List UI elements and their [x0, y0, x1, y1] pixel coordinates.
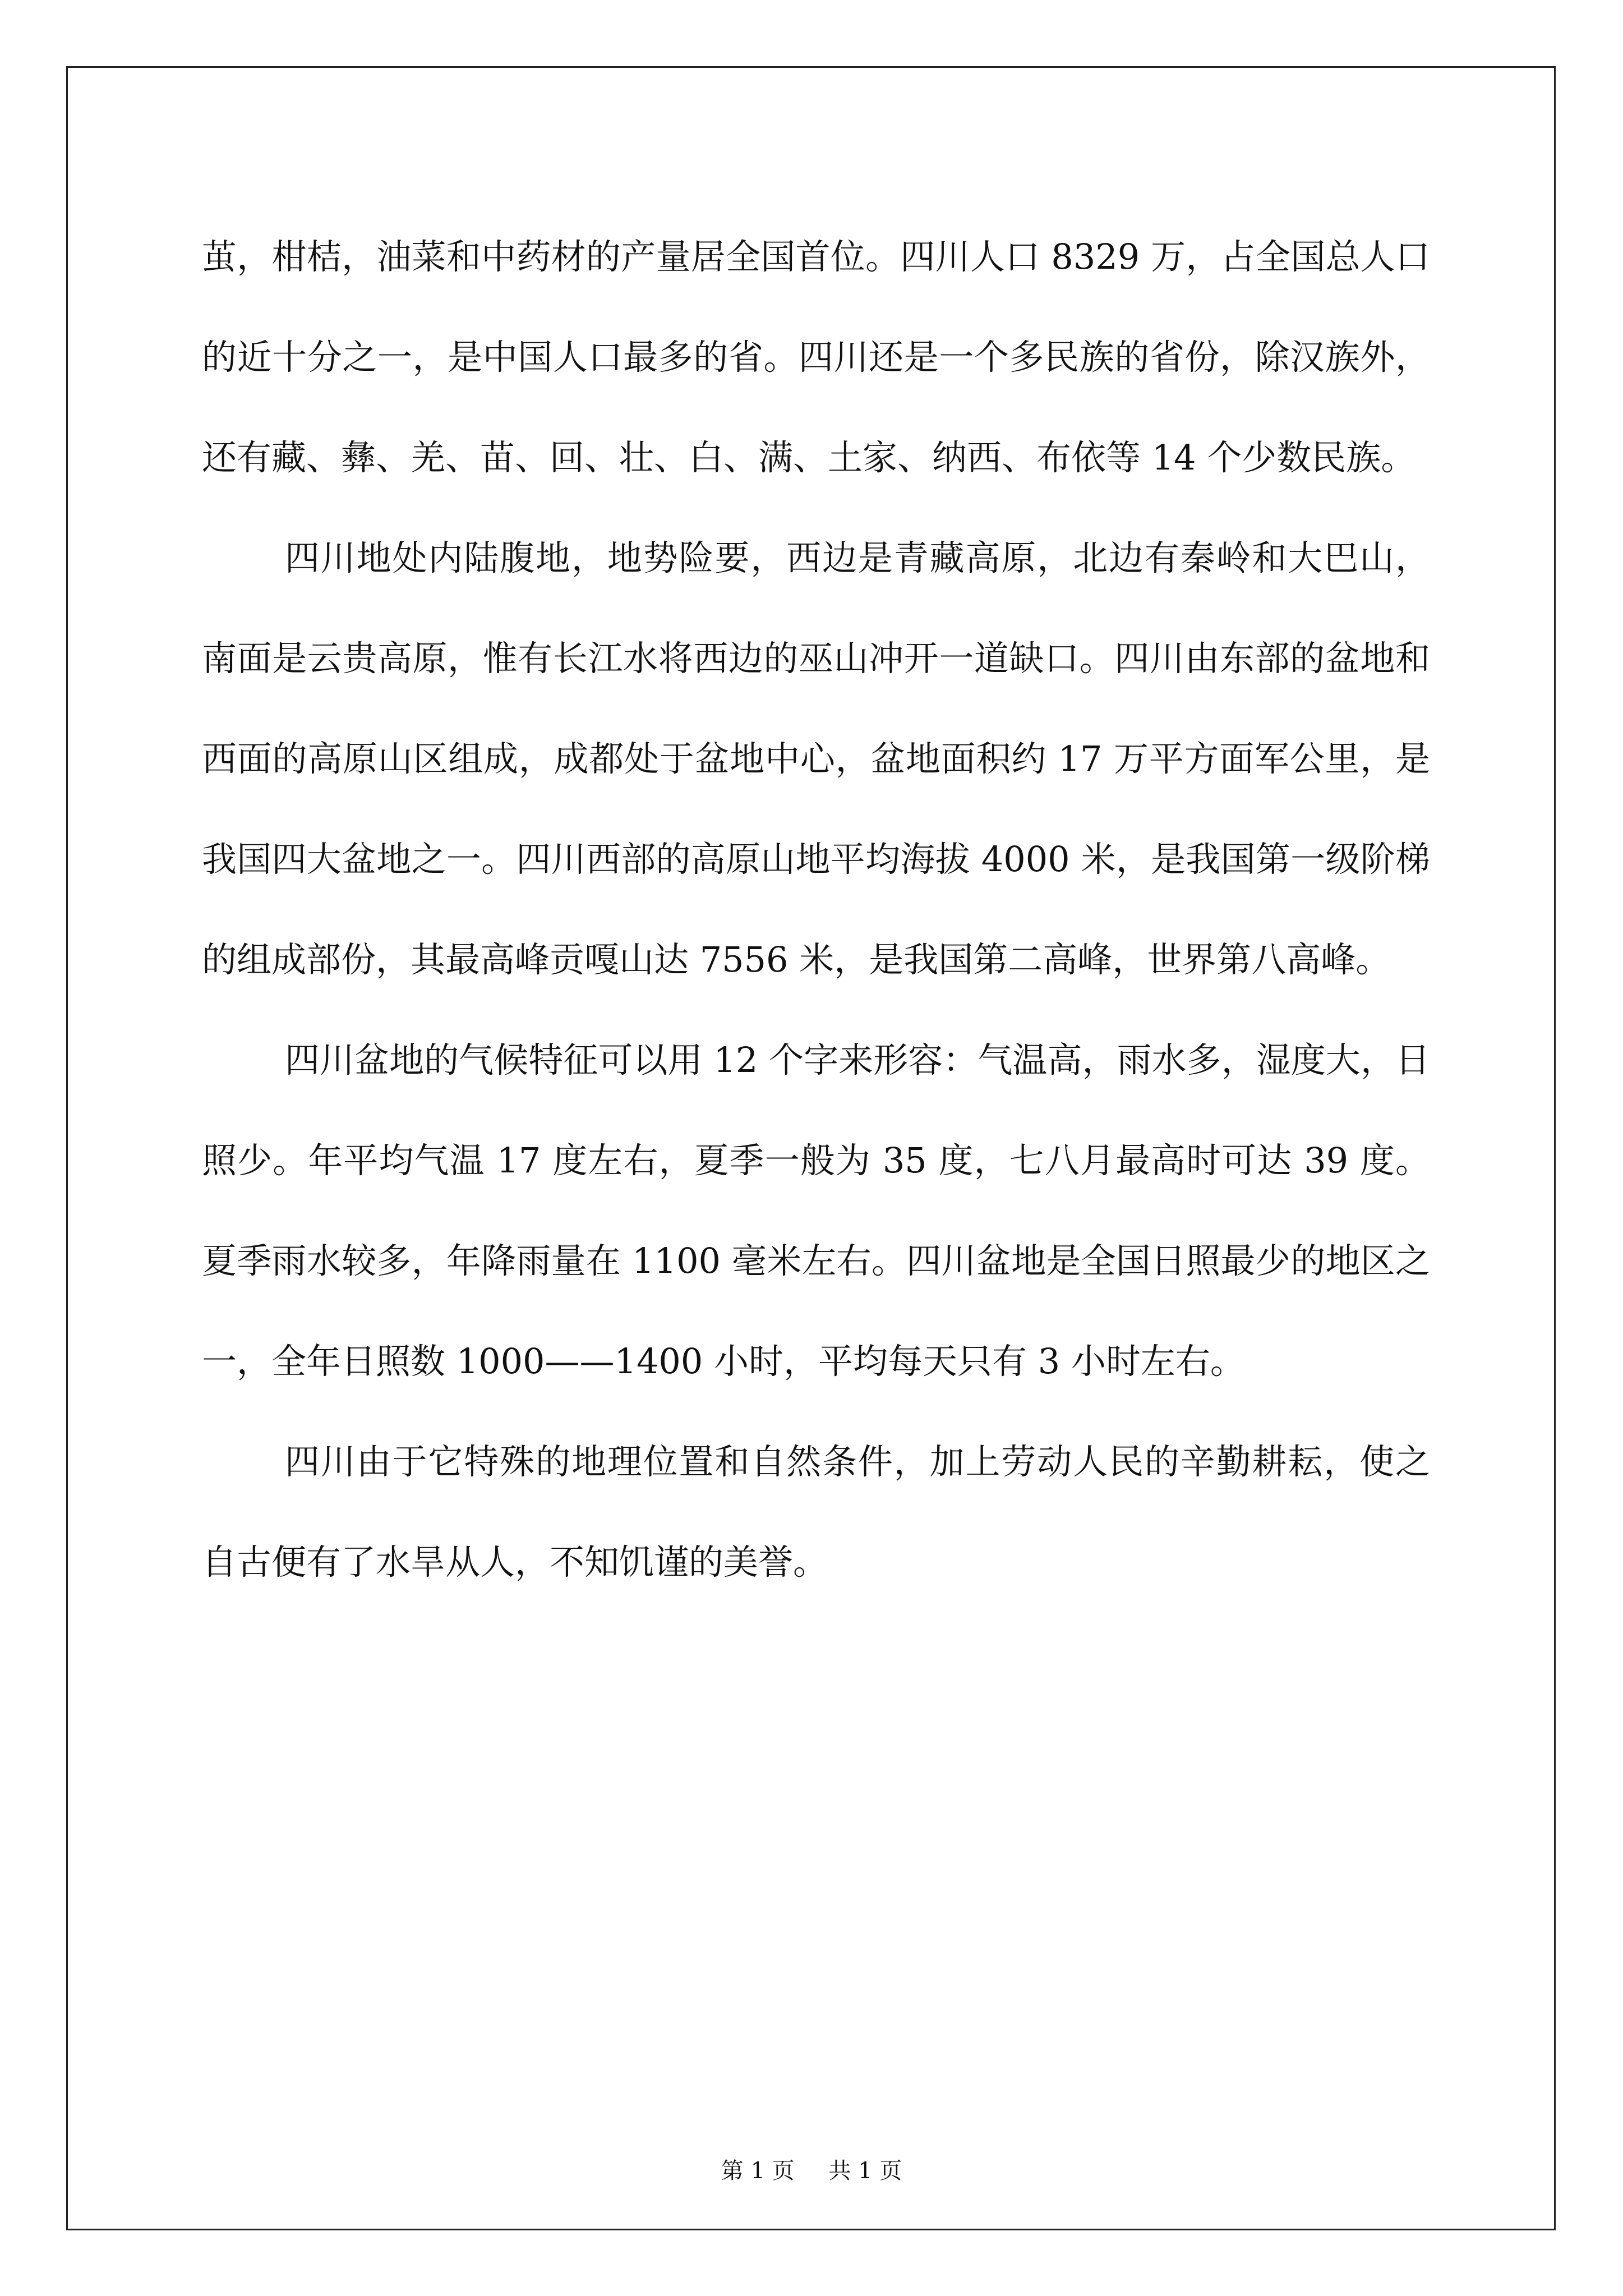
document-body — [202, 206, 1430, 1612]
paragraph-4: 四川由于它特殊的地理位置和自然条件，加上劳动人民的辛勤耕耘，使之自古便有了水旱从人，不知饥谨的美誉。 — [202, 1441, 1430, 1582]
paragraph-1: 茧，柑桔，油菜和中药材的产量居全国首位。四川人口 8329 万，占全国总人口的近十分之一，是中国人口最多的省。四川还是一个多民族的省份，除汉族外，还有藏、彝、羌、苗、回、壮、白、满、土家、纳西、布依等 14 个少数民族。 — [202, 236, 1430, 478]
page-total: 共 1 页 — [828, 2158, 902, 2184]
paragraph-3: 四川盆地的气候特征可以用 12 个字来形容：气温高，雨水多，湿度大，日照少。年平均气温 17 度左右，夏季一般为 35 度，七八月最高时可达 39 度。夏季雨水较多，年降雨量在 1100 毫米左右。四川盆地是全国日照最少的地区之一，全年日照数 1000——1400 小时，平均每天只有 3 小时左右。 — [202, 1039, 1430, 1382]
paragraph-2: 四川地处内陆腹地，地势险要，西边是青藏高原，北边有秦岭和大巴山，南面是云贵高原，惟有长江水将西边的巫山冲开一道缺口。四川由东部的盆地和西面的高原山区组成，成都处于盆地中心，盆地面积约 17 万平方面军公里，是我国四大盆地之一。四川西部的高原山地平均海拔 4000 米，是我国第一级阶梯的组成部份，其最高峰贡嘎山达 7556 米，是我国第二高峰，世界第八高峰。 — [202, 537, 1430, 980]
page-number: 第 1 页 — [721, 2158, 795, 2184]
page-footer — [0, 2153, 1623, 2185]
